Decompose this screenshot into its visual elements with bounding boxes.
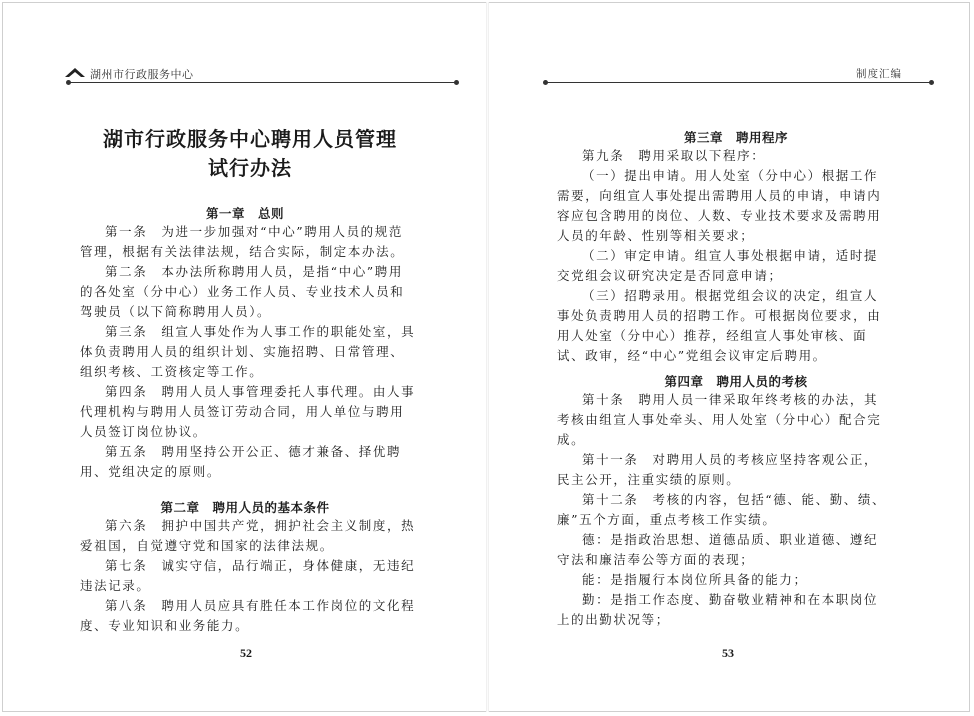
text-line: 能：是指履行本岗位所具备的能力； [582, 572, 808, 587]
page-number: 52 [240, 646, 252, 660]
chapter-heading: 第二章 聘用人员的基本条件 [160, 500, 330, 515]
text-line: 第十一条 对聘用人员的考核应坚持客观公正， [582, 452, 879, 467]
text-line: 事处负责聘用人员的招聘工作。可根据岗位要求，由 [557, 308, 882, 323]
text-line: 德：是指政治思想、道德品质、职业道德、遵纪 [582, 532, 879, 547]
chapter-heading: 第一章 总则 [205, 206, 284, 221]
text-line: 需要，向组宣人事处提出需聘用人员的申请，申请内 [557, 188, 882, 203]
rule-dot [543, 80, 548, 85]
running-head-right: 制度汇编 [856, 68, 902, 80]
text-line: （三）招聘录用。根据党组会议的决定，组宣人 [582, 288, 879, 303]
text-line: 度、专业知识和业务能力。 [80, 618, 250, 633]
text-line: 的各处室（分中心）业务工作人员、专业技术人员和 [80, 284, 405, 299]
text-line: 体负责聘用人员的组织计划、实施招聘、日常管理、 [80, 344, 405, 359]
text-line: 第九条 聘用采取以下程序： [582, 148, 766, 163]
text-line: 守法和廉洁奉公等方面的表现； [557, 552, 755, 567]
text-line: 人员签订岗位协议。 [80, 424, 207, 439]
text-line: 用人处室（分中心）推荐，经组宣人事处审核、面 [557, 328, 868, 343]
text-line: 第二条 本办法所称聘用人员，是指“中心”聘用 [105, 264, 403, 279]
text-line: 交党组会议研究决定是否同意申请； [557, 268, 783, 283]
document-title: 湖市行政服务中心聘用人员管理 [103, 127, 397, 151]
text-line: （二）审定申请。组宣人事处根据申请，适时提 [582, 248, 879, 263]
text-line: 上的出勤状况等； [557, 612, 670, 627]
document-subtitle: 试行办法 [208, 156, 292, 180]
text-line: 违法记录。 [80, 578, 151, 593]
text-line: 驾驶员（以下简称聘用人员）。 [80, 304, 272, 319]
text-line: 组织考核、工资核定等工作。 [80, 364, 264, 379]
text-line: 人员的年龄、性别等相关要求； [557, 228, 755, 243]
text-line: 第十二条 考核的内容，包括“德、能、勤、绩、 [582, 492, 887, 507]
text-line: 第四条 聘用人员人事管理委托人事代理。由人事 [105, 384, 416, 399]
text-line: 管理，根据有关法律法规，结合实际，制定本办法。 [80, 244, 405, 259]
running-head-left: 湖州市行政服务中心 [90, 68, 194, 81]
page-number: 53 [722, 646, 734, 660]
text-line: 爱祖国，自觉遵守党和国家的法律法规。 [80, 538, 334, 553]
text-line: （一）提出申请。用人处室（分中心）根据工作 [582, 168, 879, 183]
text-line: 第一条 为进一步加强对“中心”聘用人员的规范 [105, 224, 403, 239]
text-line: 第八条 聘用人员应具有胜任本工作岗位的文化程 [105, 598, 416, 613]
text-line: 廉”五个方面，重点考核工作实绩。 [557, 512, 777, 527]
header-rule-left [70, 82, 456, 83]
text-line: 试、政审，经“中心”党组会议审定后聘用。 [557, 348, 827, 363]
rule-dot [66, 80, 71, 85]
rule-dot [929, 80, 934, 85]
chapter-heading: 第三章 聘用程序 [683, 130, 788, 145]
text-line: 第六条 拥护中国共产党，拥护社会主义制度，热 [105, 518, 416, 533]
text-line: 用、党组决定的原则。 [80, 464, 222, 479]
text-line: 第五条 聘用坚持公开公正、德才兼备、择优聘 [105, 444, 402, 459]
text-line: 第七条 诚实守信，品行端正，身体健康，无违纪 [105, 558, 416, 573]
chapter-heading: 第四章 聘用人员的考核 [664, 374, 808, 389]
logo-mark-icon [64, 66, 86, 78]
text-line: 代理机构与聘用人员签订劳动合同，用人单位与聘用 [80, 404, 405, 419]
right-page [487, 0, 974, 716]
text-line: 第十条 聘用人员一律采取年终考核的办法，其 [582, 392, 879, 407]
text-line: 考核由组宣人事处牵头、用人处室（分中心）配合完 [557, 412, 882, 427]
header-rule-right [547, 82, 931, 83]
text-line: 第三条 组宣人事处作为人事工作的职能处室，具 [105, 324, 416, 339]
text-line: 勤：是指工作态度、勤奋敬业精神和在本职岗位 [582, 592, 879, 607]
text-line: 成。 [557, 432, 586, 447]
text-line: 民主公开，注重实绩的原则。 [557, 472, 741, 487]
text-line: 容应包含聘用的岗位、人数、专业技术要求及需聘用 [557, 208, 882, 223]
rule-dot [454, 80, 459, 85]
